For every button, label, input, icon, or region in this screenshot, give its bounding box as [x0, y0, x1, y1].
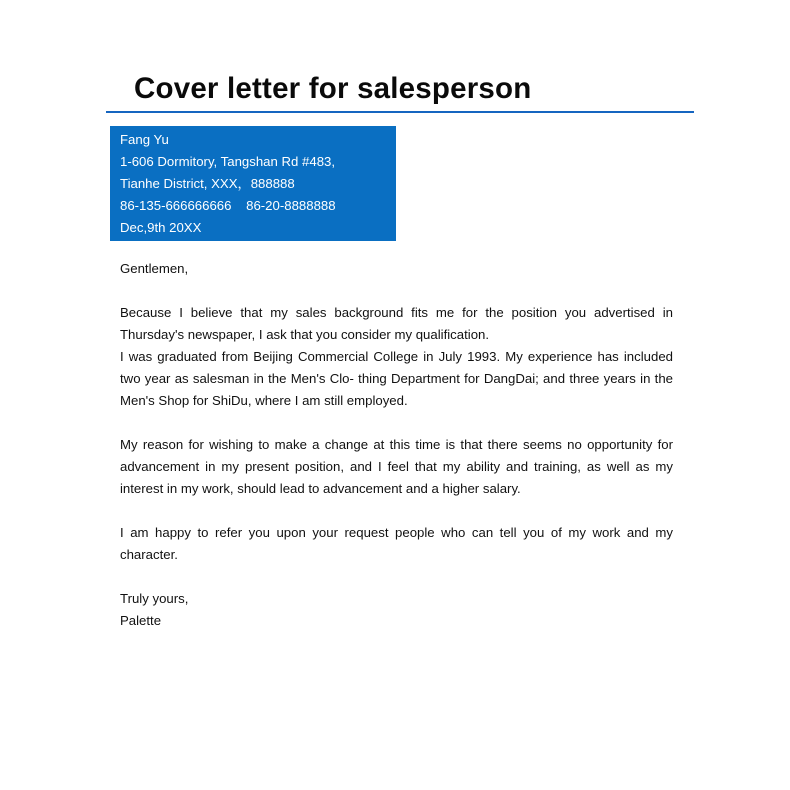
paragraph-1: Because I believe that my sales background fits me for the position you advertised in Thursday's newspaper, I ask that you consider my qualification.	[120, 305, 673, 342]
title-underline	[106, 111, 694, 113]
paragraph-4: I am happy to refer you upon your request people who can tell you of my work and my character.	[120, 525, 673, 562]
sender-address-line1: 1-606 Dormitory, Tangshan Rd #483,	[120, 154, 336, 169]
letter-body	[120, 258, 673, 632]
paragraph-spacer	[120, 412, 673, 434]
sender-info-box	[110, 126, 396, 241]
paragraph-spacer	[120, 280, 673, 302]
sender-phones: 86-135-666666666 86-20-8888888	[120, 198, 336, 213]
paragraph-spacer	[120, 500, 673, 522]
paragraph-2: I was graduated from Beijing Commercial College in July 1993. My experience has included two year as salesman in the Men's Clo- thing Department for DangDai; and three years in the Men's Shop for ShiDu, where I am still employed.	[120, 349, 673, 408]
closing: Truly yours,	[120, 591, 189, 606]
signature: Palette	[120, 613, 162, 628]
paragraph-spacer	[120, 566, 673, 588]
sender-address-line2: Tianhe District, XXX，888888	[120, 176, 295, 191]
sender-name: Fang Yu	[120, 132, 169, 147]
letter-date: Dec,9th 20XX	[120, 220, 202, 235]
salutation: Gentlemen,	[120, 261, 189, 276]
paragraph-3: My reason for wishing to make a change at this time is that there seems no opportunity for advancement in my present position, and I feel that my ability and training, as well as my interest in my work, should lead to advancement and a higher salary.	[120, 437, 673, 496]
document-title: Cover letter for salesperson	[134, 72, 532, 105]
